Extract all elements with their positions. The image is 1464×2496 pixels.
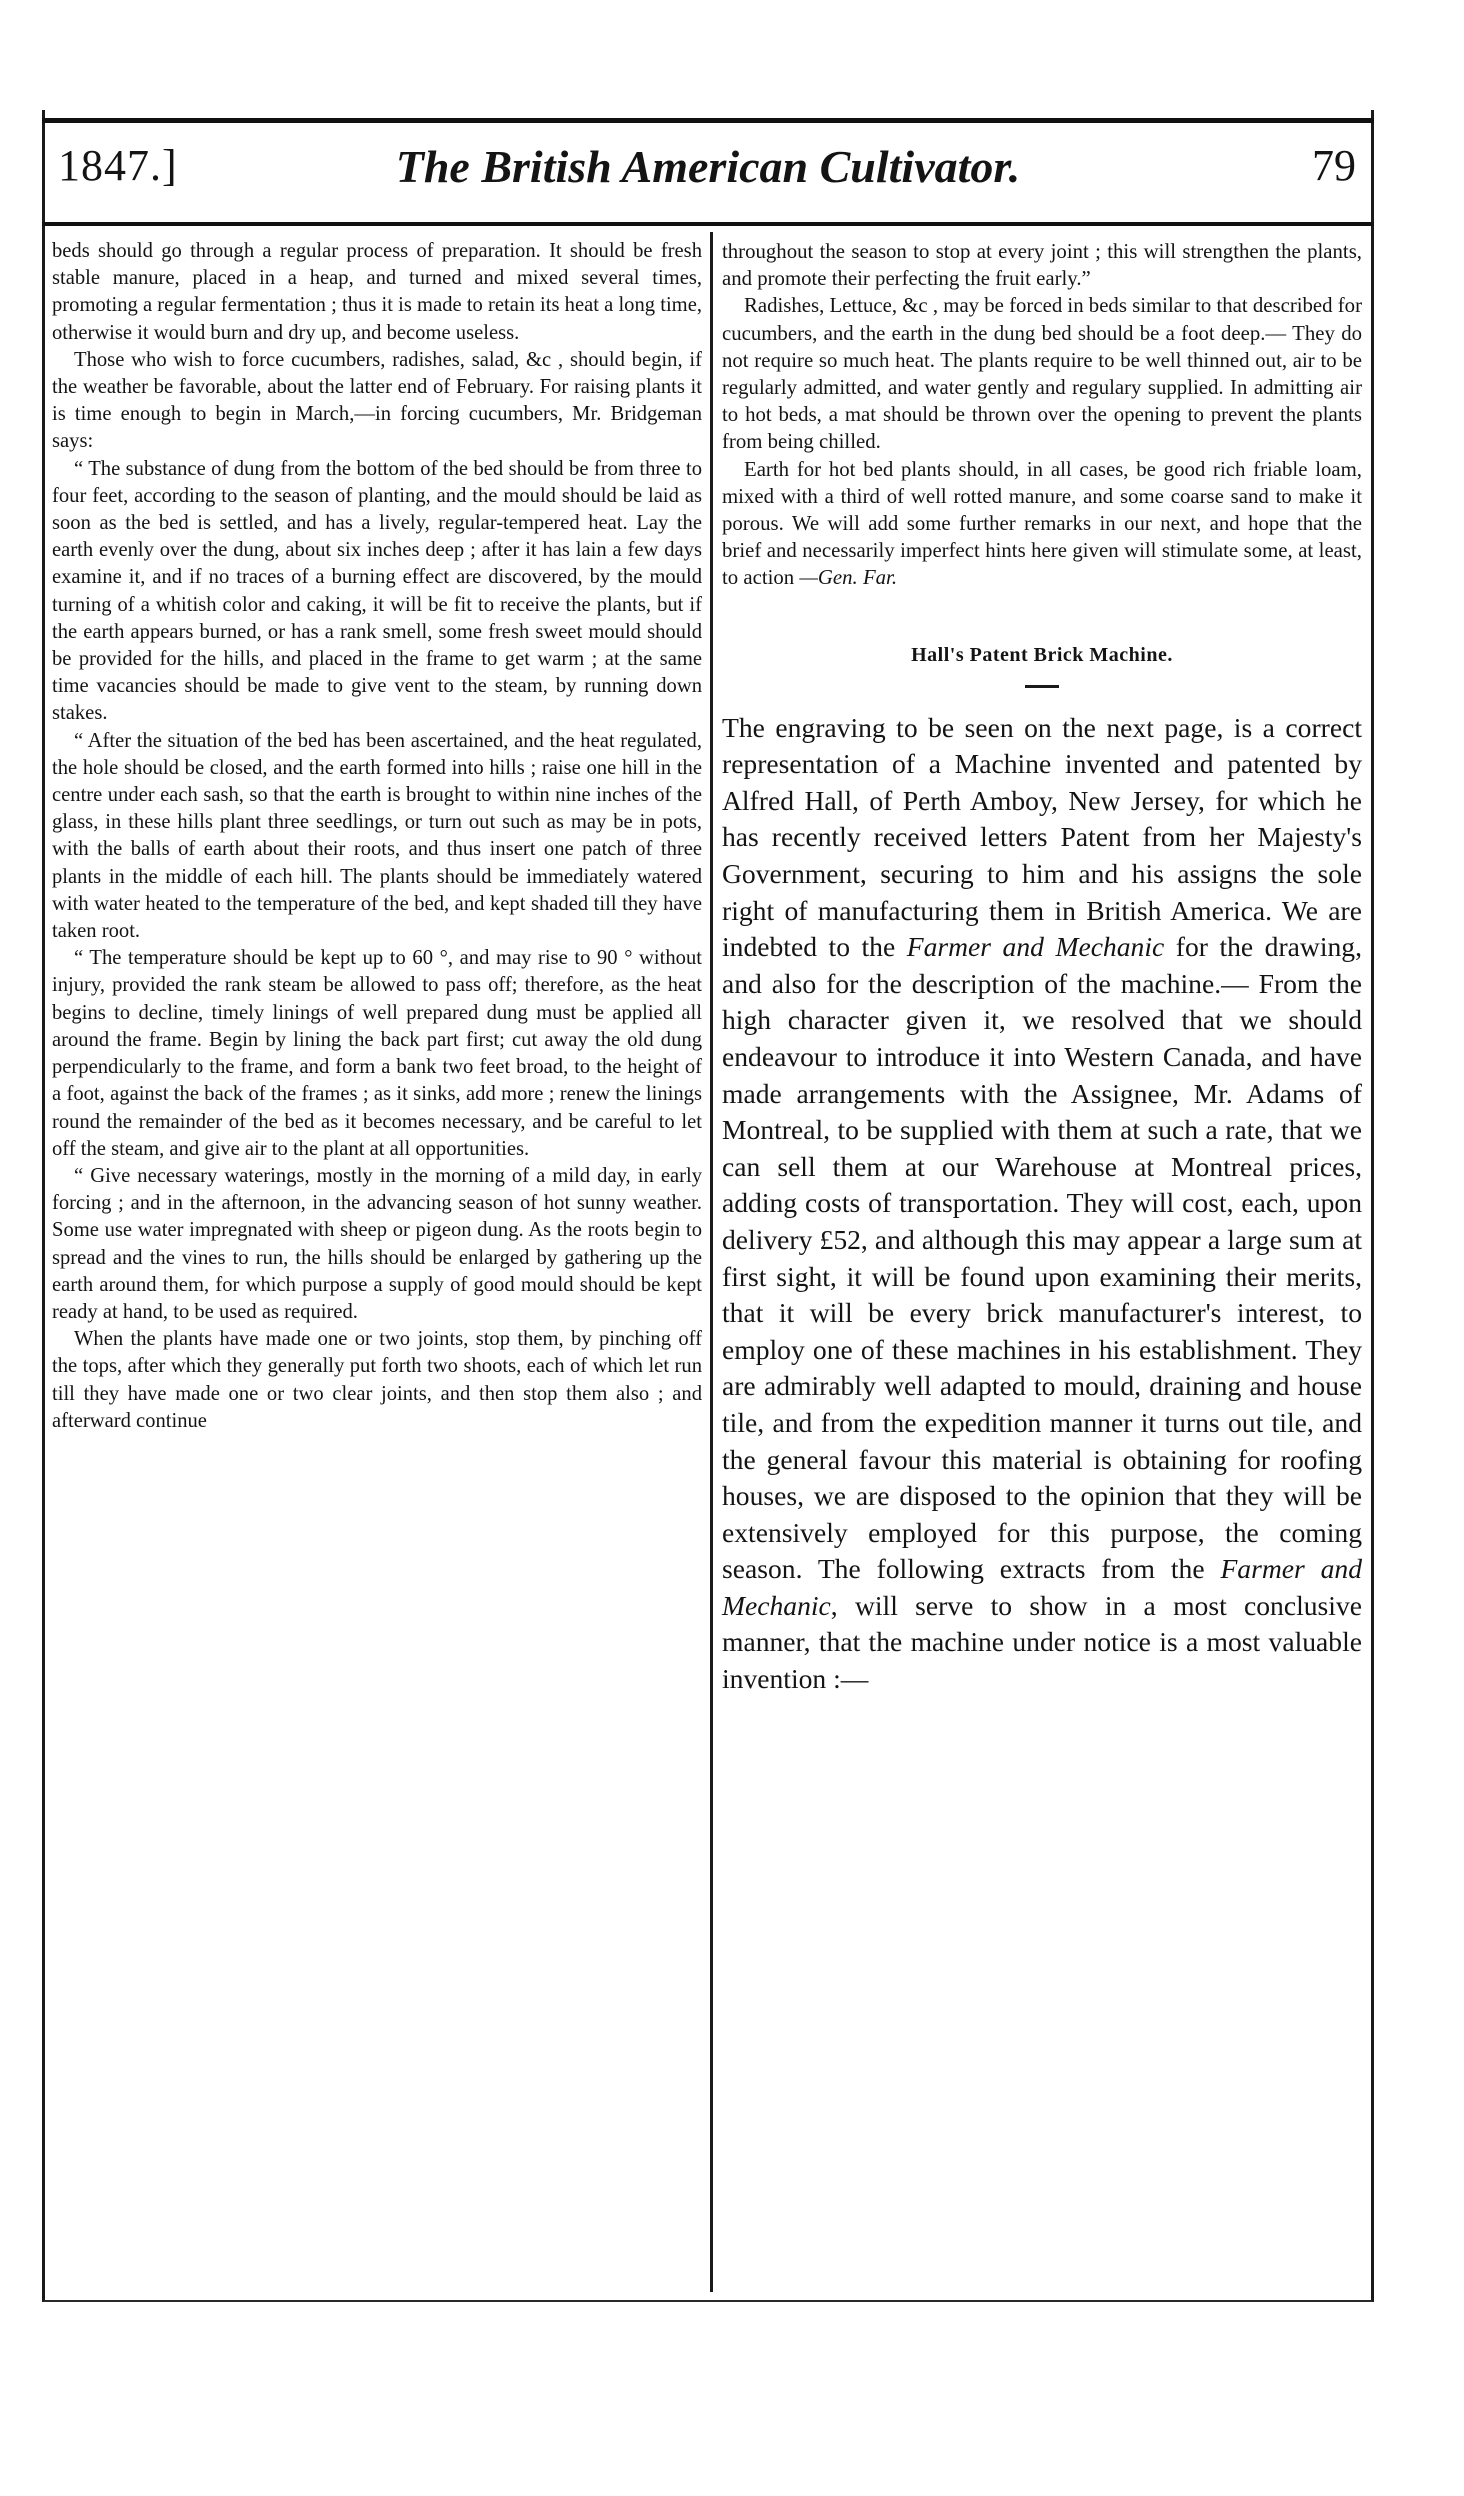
article-text: The engraving to be seen on the next page, is a correct representation of a Machine invented and patented by Alfred Hall, of Perth Amboy, New Jersey, for which he has recently received letters Patent from her Majesty's Government, securing to him and his assigns the sole right of manufacturing them in British America. We are indebted to the [722, 711, 1362, 963]
header-year: 1847.] [58, 141, 178, 190]
right-column [722, 238, 1362, 1698]
paragraph: “ After the situation of the bed has been ascertained, and the heat regulated, the hole should be closed, and the earth formed into hills ; raise one hill in the centre under each sash, so that the earth is brought to within nine inches of the glass, in these hills plant three seedlings, or turn out such as may be in pots, with the balls of earth about their roots, and thus insert one patch of three plants in the middle of each hill. The plants should be immediately watered with water heated to the temperature of the bed, and kept shaded till they have taken root. [52, 729, 702, 943]
byline: —Gen. Far. [799, 566, 898, 590]
paragraph: Those who wish to force cucumbers, radishes, salad, &c , should begin, if the weather be favorable, about the latter end of February. For raising plants it is time enough to begin in March,—in forcing cucumbers, Mr. Bridgeman says: [52, 348, 702, 453]
paragraph: “ The temperature should be kept up to 60 °, and may rise to 90 ° without injury, provided the rank steam be allowed to pass off; therefore, as the heat begins to decline, timely linings of well prepared dung must be applied all around the frame. Begin by lining the back part first; cut away the old dung perpendicularly to the frame, and form a bank two feet broad, to the height of a foot, against the back of the frames ; as it sinks, add more ; renew the linings round the remainder of the bed as it becomes necessary, and be careful to let off the steam, and give air to the plant at all opportunities. [52, 947, 702, 1160]
header-rule [42, 222, 1374, 226]
continued-article [722, 238, 1362, 592]
article-paragraph [722, 710, 1362, 1698]
top-rule [42, 118, 1374, 123]
paragraph: When the plants have made one or two joints, stop them, by pinching off the tops, after which they generally put forth two shoots, each of which let run till they have made one or two clear joints, and then stop them also ; and afterward continue [52, 1328, 702, 1432]
journal-title: The British American Cultivator. [395, 141, 1021, 192]
paragraph-text: Earth for hot bed plants should, in all cases, be good rich friable loam, mixed with a third of well rotted manure, and some coarse sand to make it porous. We will add some further remarks in our next, and hope that the brief and necessarily imperfect hints here given will stimulate some, at least, to action [722, 457, 1362, 590]
article-body [722, 710, 1362, 1698]
section-title: Hall's Patent Brick Machine. [911, 643, 1173, 666]
page-number: 79 [1312, 141, 1356, 190]
paragraph: “ The substance of dung from the bottom of the bed should be from three to four feet, according to the season of planting, and the mould should be laid as soon as the bed is settled, and has a lively, regular-tempered heat. Lay the earth evenly over the dung, about six inches deep ; after it has lain a few days examine it, and if no traces of a burning effect are discovered, by the mould turning of a whitish color and caking, it will be fit to receive the plants, but if the earth appears burned, or has a rank smell, some fresh sweet mould should be provided for the hills, and placed in the frame to get warm ; at the same time vacancies should be made to give vent to the steam, by running down stakes. [52, 457, 702, 725]
paragraph [722, 456, 1362, 592]
paragraph: beds should go through a regular process of preparation. It should be fresh stable manure, placed in a heap, and turned and mixed several times, promoting a regular fermentation ; thus it is made to retain its heat a long time, otherwise it would burn and dry up, and become useless. [52, 240, 702, 344]
article-italic: Farmer and Mechanic [906, 931, 1165, 963]
paragraph: throughout the season to stop at every joint ; this will strengthen the plants, and promote their perfecting the fruit early.” [722, 240, 1362, 291]
article-italic: Farmer and Mechanic [722, 1553, 1363, 1621]
article-text: for the drawing, and also for the description of the machine.— From the high character given it, we resolved that we should endeavour to introduce it into Western Canada, and have made arrangements with the Assignee, Mr. Adams of Montreal, to be supplied with them at such a rate, that we can sell them at our Warehouse at Montreal prices, adding costs of transportation. They will cost, each, upon delivery £52, and although this may appear a large sum at first sight, it will be found upon examining their merits, that it will be every brick manufacturer's interest, to employ one of these machines in his establishment. They are admirably well adapted to mould, draining and house tile, and from the expedition manner it turns out tile, and the general favour this material is obtaining for roofing houses, we are disposed to the opinion that they will be extensively employed for this purpose, the coming season. The following extracts from the [722, 931, 1362, 1585]
column-divider [710, 232, 713, 2292]
paragraph: Radishes, Lettuce, &c , may be forced in beds similar to that described for cucumbers, and the earth in the dung bed should be a foot deep.— They do not require so much heat. The plants require to be well thinned out, air to be regularly admitted, and water gently and regulary supplied. In admitting air to hot beds, a mat should be thrown over the opening to prevent the plants from being chilled. [722, 294, 1362, 454]
section-rule [1025, 685, 1059, 688]
page-header [50, 128, 1366, 218]
left-column [52, 238, 702, 1435]
paragraph: “ Give necessary waterings, mostly in the morning of a mild day, in early forcing ; and in the afternoon, in the advancing season of hot sunny weather. Some use water impregnated with sheep or pigeon dung. As the roots begin to spread and the vines to run, the hills should be enlarged by gathering up the earth around them, for which purpose a supply of good mould should be kept ready at hand, to be used as required. [52, 1164, 702, 1323]
article-text: , will serve to show in a most conclusive manner, that the machine under notice is a most valuable invention :— [722, 1589, 1362, 1695]
